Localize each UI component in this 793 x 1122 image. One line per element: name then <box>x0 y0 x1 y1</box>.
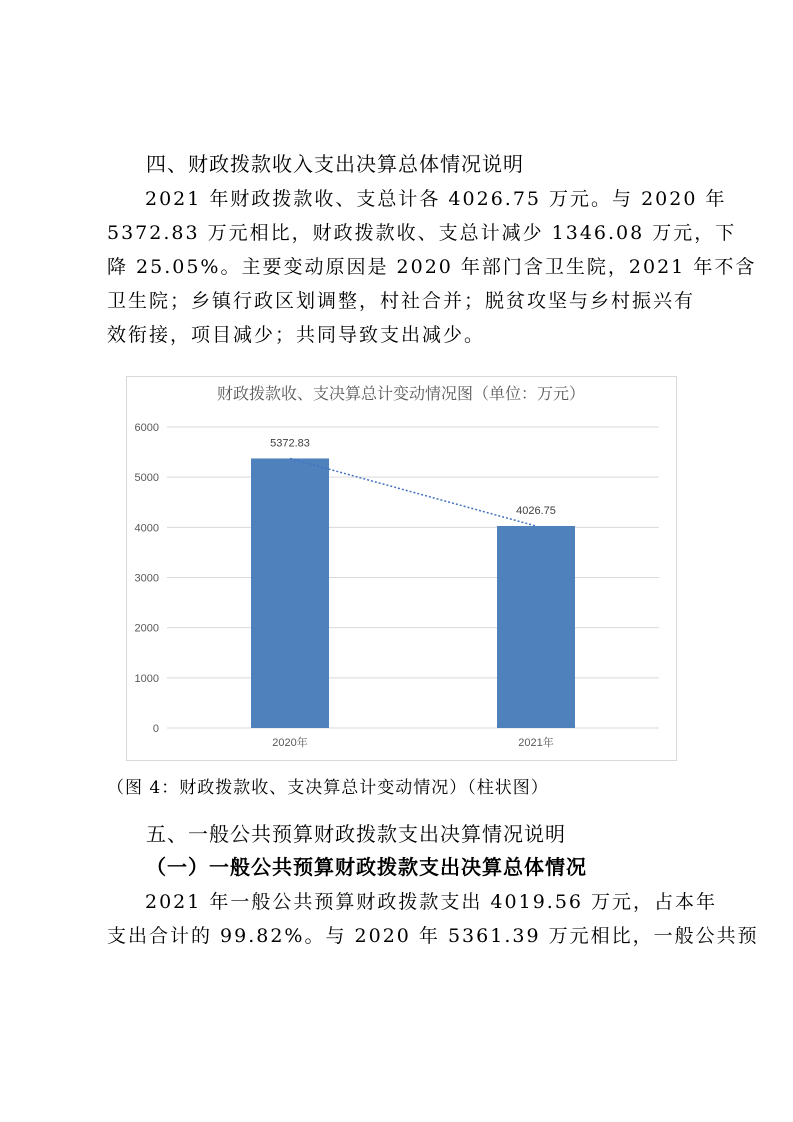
section-5-paragraph <box>107 885 759 953</box>
x-tick-label: 2020年 <box>272 737 308 749</box>
y-tick-label: 5000 <box>134 472 159 485</box>
paragraph-line: 5372.83 万元相比，财政拨款收、支总计减少 1346.08 万元，下 <box>107 222 737 244</box>
bars <box>251 458 575 728</box>
section-5-1-heading: （一）一般公共预算财政拨款支出决算总体情况 <box>146 855 587 879</box>
section-4-heading: 四、财政拨款收入支出决算总体情况说明 <box>146 152 524 176</box>
data-label: 5372.83 <box>270 437 310 450</box>
section-4-paragraph <box>107 182 757 352</box>
y-tick-label: 2000 <box>134 622 159 635</box>
chart-title: 财政拨款收、支决算总计变动情况图（单位：万元） <box>216 386 586 403</box>
bar <box>251 458 329 728</box>
paragraph-line: 支出合计的 99.82%。与 2020 年 5361.39 万元相比，一般公共预 <box>107 925 759 947</box>
paragraph-line: 2021 年财政拨款收、支总计各 4026.75 万元。与 2020 年 <box>145 188 727 210</box>
section-5-heading: 五、一般公共预算财政拨款支出决算情况说明 <box>146 822 566 846</box>
y-tick-label: 1000 <box>134 672 159 685</box>
bar <box>497 526 575 728</box>
grid-lines <box>167 427 659 728</box>
y-tick-label: 4000 <box>134 522 159 535</box>
data-label: 4026.75 <box>516 504 556 517</box>
chart-svg <box>127 377 676 760</box>
paragraph-line: 降 25.05%。主要变动原因是 2020 年部门含卫生院，2021 年不含 <box>107 256 757 278</box>
paragraph-line: 效衔接，项目减少；共同导致支出减少。 <box>107 324 486 346</box>
y-tick-label: 6000 <box>134 422 159 434</box>
chart-caption: （图 4：财政拨款收、支决算总计变动情况）（柱状图） <box>107 778 549 798</box>
y-tick-label: 3000 <box>134 572 159 585</box>
paragraph-line: 卫生院；乡镇行政区划调整，村社合并；脱贫攻坚与乡村振兴有 <box>107 290 696 312</box>
x-tick-label: 2021年 <box>518 737 554 749</box>
paragraph-line: 2021 年一般公共预算财政拨款支出 4019.56 万元，占本年 <box>145 891 718 913</box>
bar-chart <box>126 376 677 761</box>
y-axis-ticks <box>135 422 159 735</box>
y-tick-label: 0 <box>152 723 159 735</box>
x-axis-ticks <box>272 735 553 749</box>
